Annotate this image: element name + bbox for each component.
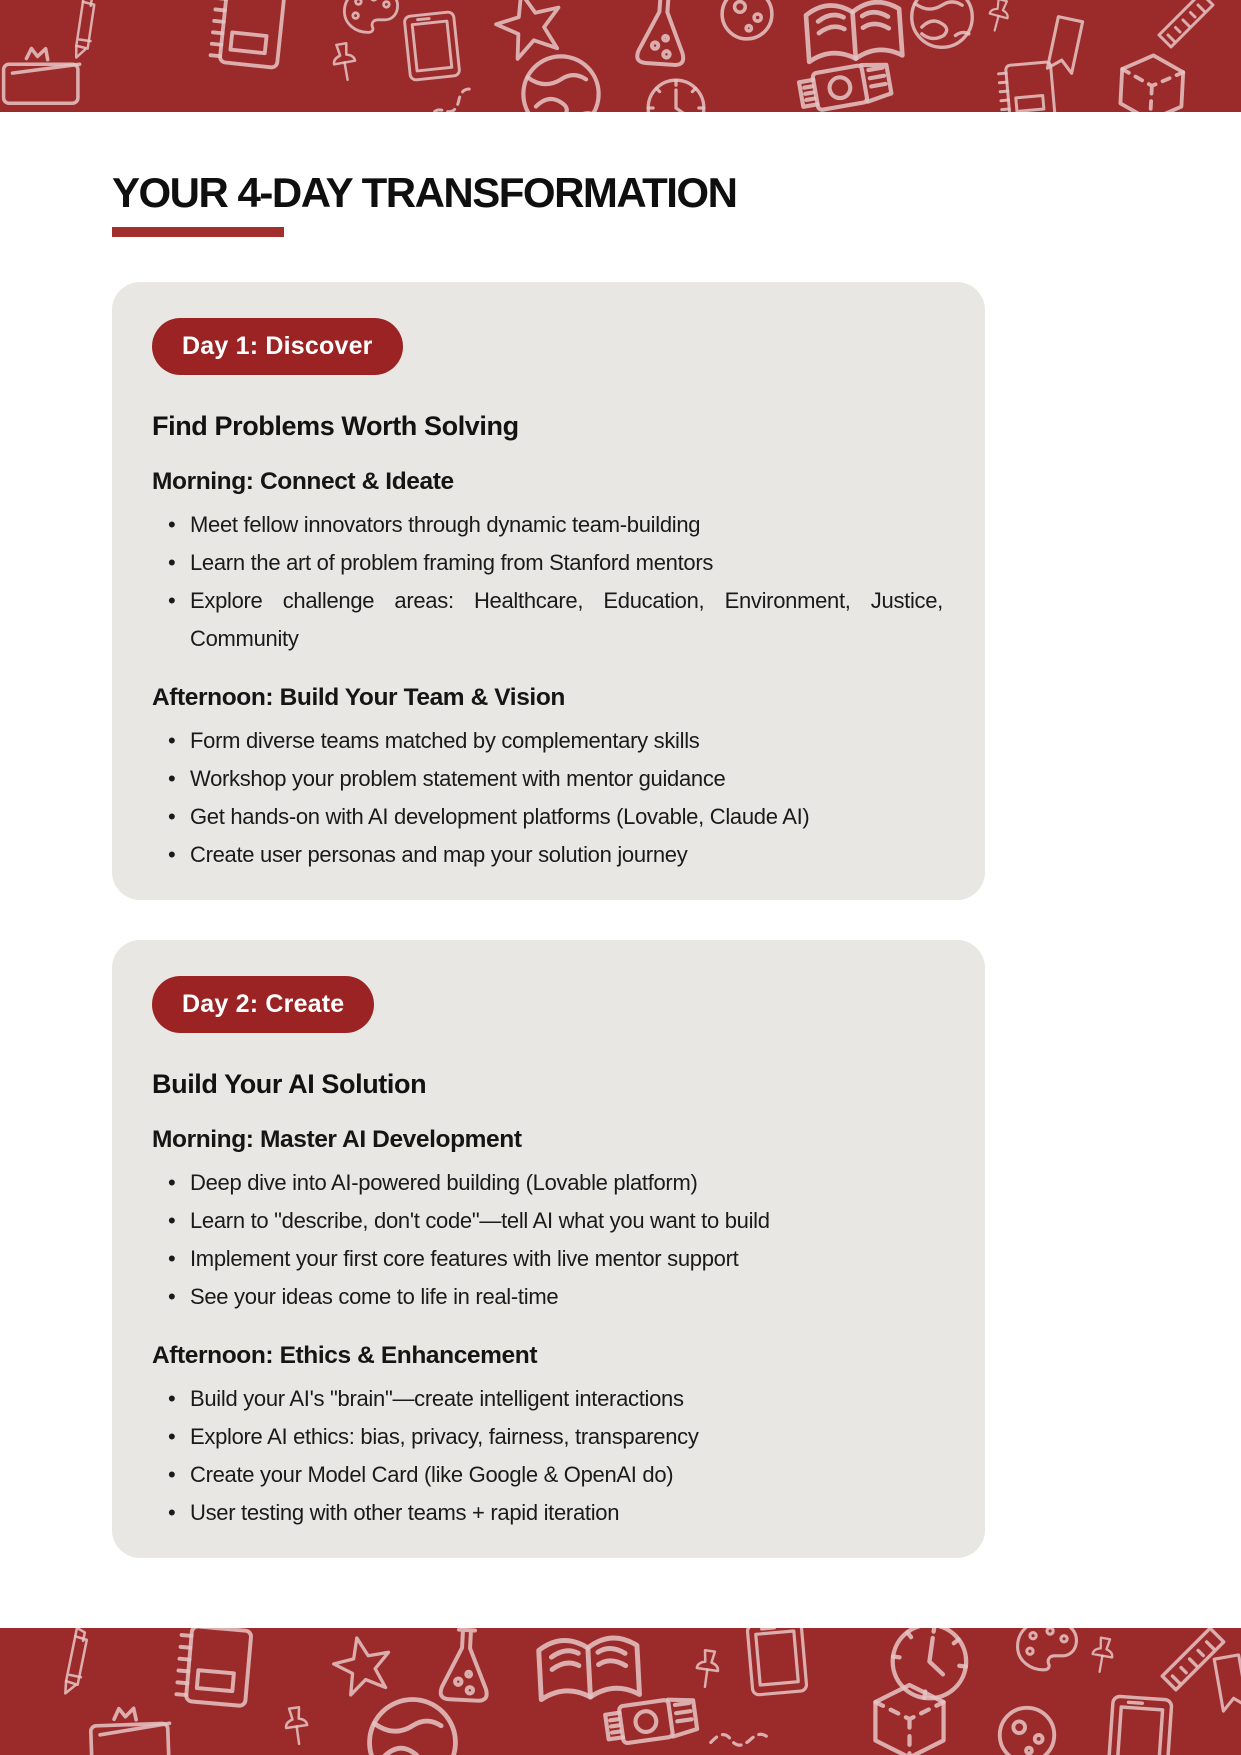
palette-icon: [344, 0, 397, 32]
star-icon: [490, 0, 569, 62]
day-2-heading: Build Your AI Solution: [152, 1069, 427, 1099]
bullet-item: • Explore challenge areas: Healthcare, Education, Environment, Justice, Community: [152, 582, 943, 658]
cube-icon: [875, 1685, 943, 1755]
day-2-badge: [152, 976, 374, 1033]
day-1-afternoon-title: Afternoon: Build Your Team & Vision: [152, 684, 565, 711]
globe-icon: [370, 1700, 456, 1755]
tablet-icon: [1108, 1696, 1172, 1755]
pushpin-icon: [1090, 1637, 1115, 1674]
title-underline: [112, 227, 284, 237]
bullet-item: • Create your Model Card (like Google & OpenAI do): [152, 1456, 943, 1494]
bullet-item: • Deep dive into AI-powered building (Lovable platform): [152, 1164, 943, 1202]
flask-icon: [637, 0, 688, 66]
day-1-card: [112, 282, 985, 900]
bullet-item: • Workshop your problem statement with mentor guidance: [152, 760, 943, 798]
bullet-item: • Meet fellow innovators through dynamic team-building: [152, 506, 943, 544]
open-book-icon: [538, 1637, 639, 1700]
day-1-heading: Find Problems Worth Solving: [152, 411, 519, 441]
pushpin-icon: [986, 0, 1012, 33]
bullet-item: • Build your AI's "brain"—create intelligent interactions: [152, 1380, 943, 1418]
globe-icon: [523, 56, 598, 112]
dashed-scribble-icon: [423, 87, 479, 112]
day-2-afternoon-title: Afternoon: Ethics & Enhancement: [152, 1342, 538, 1369]
day-1-badge-label: Day 1: Discover: [182, 332, 373, 360]
pushpin-icon: [694, 1649, 720, 1688]
ribbon-icon: [1047, 17, 1082, 74]
palette-icon: [1018, 1628, 1077, 1670]
day-1-afternoon-bullets: [152, 722, 943, 874]
bullet-item: • User testing with other teams + rapid iteration: [152, 1494, 943, 1532]
bullet-item: • Implement your first core features with live mentor support: [152, 1240, 943, 1278]
day-1-morning-title: Morning: Connect & Ideate: [152, 468, 454, 495]
book-icon: [0, 43, 85, 112]
ribbon-icon: [1214, 1655, 1241, 1711]
bullet-item: • Explore AI ethics: bias, privacy, fairness, transparency: [152, 1418, 943, 1456]
paint-tube-icon: [798, 61, 892, 112]
bullet-item: • Learn to "describe, don't code"—tell AI what you want to build: [152, 1202, 943, 1240]
notebook-icon: [176, 1628, 252, 1706]
pushpin-icon: [284, 1706, 310, 1745]
tablet-icon: [404, 12, 460, 81]
bullet-item: • Create user personas and map your solution journey: [152, 836, 943, 874]
decorative-footer-band: [0, 1628, 1241, 1755]
tablet-icon: [747, 1628, 807, 1695]
day-1-morning-bullets: [152, 506, 943, 658]
pencil-icon: [58, 0, 108, 58]
open-book-icon: [805, 1, 902, 62]
paint-tube-icon: [604, 1696, 697, 1745]
clock-icon: [648, 80, 704, 112]
day-1-badge: [152, 318, 403, 375]
day-2-morning-bullets: [152, 1164, 943, 1316]
ruler-icon: [1159, 0, 1213, 47]
bullet-item: • Learn the art of problem framing from Stanford mentors: [152, 544, 943, 582]
day-2-afternoon-bullets: [152, 1380, 943, 1532]
day-2-card: [112, 940, 985, 1558]
book-icon: [86, 1704, 174, 1755]
globe-icon: [912, 0, 973, 47]
bullet-item: • See your ideas come to life in real-time: [152, 1278, 943, 1316]
bullet-item: • Get hands-on with AI development platforms (Lovable, Claude AI): [152, 798, 943, 836]
page-title: YOUR 4-DAY TRANSFORMATION: [112, 169, 737, 216]
donut-icon: [1000, 1708, 1054, 1755]
decorative-header-band: [0, 0, 1241, 112]
page-content: [112, 112, 985, 1558]
day-2-badge-label: Day 2: Create: [182, 990, 345, 1018]
day-2-morning-title: Morning: Master AI Development: [152, 1126, 522, 1153]
donut-icon: [722, 0, 772, 39]
dashed-scribble-icon: [711, 1726, 771, 1753]
notebook-icon: [210, 0, 284, 68]
star-icon: [329, 1632, 395, 1697]
pencil-icon: [50, 1628, 99, 1693]
cube-icon: [1120, 54, 1184, 112]
pushpin-icon: [331, 42, 358, 81]
flask-icon: [440, 1629, 490, 1701]
bullet-item: • Form diverse teams matched by complementary skills: [152, 722, 943, 760]
